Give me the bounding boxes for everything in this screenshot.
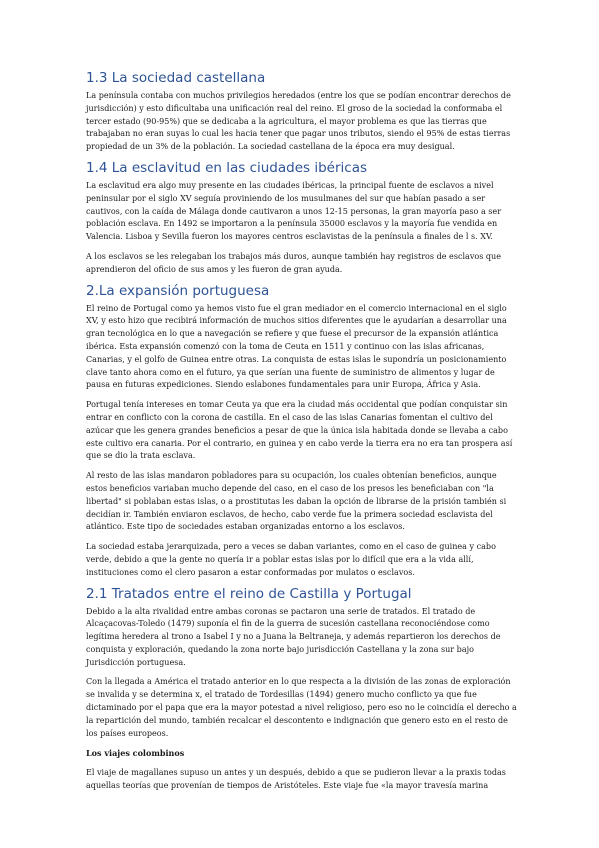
paragraph: La esclavitud era algo muy presente en las ciudades ibéricas, la principal fuente de esclavos a nivel peninsular por el siglo XV seguía proviniendo de los musulmanes del sur que habían pasado a ser cautivos, con la caída de Málaga donde cautivaron a unos 12-15 personas, la gran mayoría paso a ser población esclava. En 1492 se importaron a la península 35000 esclavos y la mayoría fue vendida en Valencia. Lisboa y Sevilla fueron los mayores centros esclavistas de la península a finales de l s. XV. bbox=[86, 180, 502, 242]
paragraph: El viaje de magallanes supuso un antes y un después, debido a que se pudieron llevar a la praxis todas aquellas teorías que provenían de tiempos de Aristóteles. Este viaje fue «la mayor travesía marina bbox=[86, 768, 506, 791]
document-page bbox=[86, 70, 518, 793]
paragraph: Con la llegada a América el tratado anterior en lo que respecta a la división de las zonas de exploración se invalida y se determina x, el tratado de Tordesillas (1494) genero mucho conflicto ya que fue dictaminado por el papa que era la mayor potestad a nivel religioso, pero eso no le coincidía el derecho a la repartición del mundo, también recalcar el descontento e indignación que genero esto en el resto de los países europeos. bbox=[86, 677, 517, 738]
paragraph: Debido a la alta rivalidad entre ambas coronas se pactaron una serie de tratados. El tratado de Alcaçacovas-Toledo (1479) suponía el fin de la guerra de sucesión castellana reconociéndose como legítima heredera al trono a Isabel I y no a Juana la Beltraneja, y además repartieron los derechos de conquista y exploración, quedando la zona norte bajo jurisdicción Castellana y la zona sur bajo Jurisdicción portuguesa. bbox=[86, 606, 501, 667]
section-heading-esclavitud: 1.4 La esclavitud en las ciudades ibéricas bbox=[86, 159, 368, 176]
paragraph: La península contaba con muchos privilegios heredados (entre los que se podían encontrar derechos de jurisdicción) y esto dificultaba una unificación real del reino. El groso de la sociedad la conformaba el tercer estado (90-95%) que se dedicaba a la agricultura, el mayor problema es que las tierras que trabajaban no eran suyas lo cual les hacia tener que pagar unos tributos, siendo el 95% de estas tierras propiedad de un 3% de la población. La sociedad castellana de la época era muy desigual. bbox=[86, 91, 511, 152]
paragraph: A los esclavos se les relegaban los trabajos más duros, aunque también hay registros de esclavos que aprendieron del oficio de sus amos y les fueron de gran ayuda. bbox=[86, 251, 502, 274]
section-heading-sociedad-castellana: 1.3 La sociedad castellana bbox=[86, 70, 266, 86]
section-heading-tratados: 2.1 Tratados entre el reino de Castilla y Portugal bbox=[86, 585, 412, 602]
subsection-title: Los viajes colombinos bbox=[86, 748, 185, 759]
paragraph: El reino de Portugal como ya hemos visto fue el gran mediador en el comercio internacional en el siglo XV, y esto hizo que recibirá información de muchos sitios diferentes que le ayudarían a desarrollar una gran tecnológica en lo que a navegación se refiere y que fuese el precursor de la expansión atlántica ibérica. Esta expansión comenzó con la toma de Ceuta en 1511 y continuo con las islas africanas, Canarias, y el golfo de Guinea entre otras. La conquista de estas islas le supondría un posicionamiento clave tanto ahora como en el futuro, ya que serían una fuente de suministro de alimentos y lugar de pausa en futuras expediciones. Siendo eslabones fundamentales para unir Europa, África y Asia. bbox=[86, 303, 507, 390]
paragraph: Al resto de las islas mandaron pobladores para su ocupación, los cuales obtenían beneficios, aunque estos beneficios variaban mucho depende del caso, en el caso de los presos les beneficiaban con "la libertad" si poblaban estas islas, o a prostitutas les daban la opción de librarse de la prisión también si decidían ir. También enviaron esclavos, de hecho, cabo verde fue la primera sociedad esclavista del atlántico. Este tipo de sociedades estaban organizadas entorno a los esclavos. bbox=[86, 471, 507, 532]
section-heading-expansion-portuguesa: 2.La expansión portuguesa bbox=[86, 282, 270, 299]
paragraph: Portugal tenía intereses en tomar Ceuta ya que era la ciudad más occidental que podían conquistar sin entrar en conflicto con la corona de castilla. En el caso de las islas Canarias fomentan el cultivo del azúcar que les genera grandes beneficios a pesar de que la única isla habitada donde se llevaba a cabo este cultivo era canaria. Por el contrario, en guinea y en cabo verde la tierra era no era tan prospera así que se dio la trata esclava. bbox=[86, 400, 513, 461]
paragraph: La sociedad estaba jerarquizada, pero a veces se daban variantes, como en el caso de guinea y cabo verde, debido a que la gente no quería ir a poblar estas islas por lo difícil que era a la vida allí, instituciones como el clero pasaron a estar conformadas por mulatos o esclavos. bbox=[86, 542, 496, 577]
